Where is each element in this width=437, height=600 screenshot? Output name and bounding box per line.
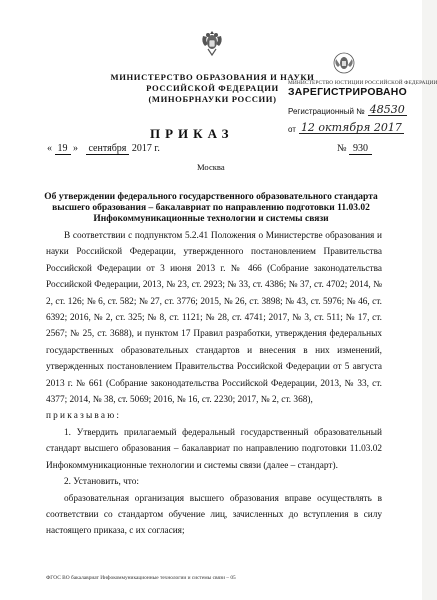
number-label: № [337, 143, 347, 154]
page-footer: ФГОС ВО бакалавриат Инфокоммуникационные технологии и системы связи – 05 [46, 575, 236, 581]
clause-2-text: образовательная организация высшего образования вправе осуществлять в соответствии со стандартом обучение лиц, зачисленных до вступления в силу настоящего приказа, с их согласия; [46, 493, 382, 537]
stamp-reg-number-line [288, 104, 418, 116]
stamp-registered-label: ЗАРЕГИСТРИРОВАНО [288, 87, 407, 98]
order-verb: приказываю: [46, 411, 122, 422]
date-quote-open: « [47, 143, 52, 154]
stamp-emblem [333, 50, 355, 76]
date-day: 19 [55, 143, 71, 155]
stamp-from-label: от [288, 125, 296, 134]
number-value: 930 [349, 143, 372, 155]
stamp-date: 12 октября 2017 [300, 121, 402, 134]
stamp-date-line [288, 122, 418, 134]
date-quote-close: » [73, 143, 78, 154]
coat-of-arms-emblem [199, 28, 225, 58]
ministry-name-line2: РОССИЙСКОЙ ФЕДЕРАЦИИ [146, 83, 279, 93]
date-month: сентября [86, 143, 130, 155]
stamp-reg-label: Регистрационный № [288, 107, 365, 116]
stamp-ministry-name: МИНИСТЕРСТВО ЮСТИЦИИ РОССИЙСКОЙ ФЕДЕРАЦИИ [288, 80, 437, 86]
city: Москва [197, 162, 225, 172]
registration-stamp [288, 80, 437, 134]
stamp-reg-number: 48530 [369, 103, 405, 116]
date-year: 2017 г. [131, 143, 160, 154]
order-number [337, 143, 372, 154]
order-body [46, 228, 382, 540]
clause-2: 2. Установить, что: [64, 477, 139, 488]
order-date [47, 143, 377, 154]
clause-1: 1. Утвердить прилагаемый федеральный государственный образовательный стандарт высшего образования – бакалавриат по направлению подготовки 11.03.02 Инфокоммуникационные технологии и системы связи (далее – стандарт). [46, 427, 382, 471]
ministry-short-name: (МИНОБРНАУКИ РОССИИ) [148, 94, 277, 104]
preamble-paragraph: В соответствии с подпунктом 5.2.41 Положения о Министерстве образования и науки Российской Федерации, утвержденного постановлением Правительства Российской Федерации от 3 июня 2013 г. № 466 (Собрание законодательства Российской Федерации, 2013, № 23, ст. 2923; № 33, ст. 4386; № 37, ст. 4702; 2014, № 2, ст. 126; № 6, ст. 582; № 27, ст. 3776; 2015, № 26, ст. 3898; № 43, ст. 5976; № 46, ст. 6392; 2016, № 2, ст. 325; № 8, ст. 1121; № 28, ст. 4741; 2017, № 3, ст. 511; № 17, ст. 2567; № 25, ст. 3688), и пунктом 17 Правил разработки, утверждения федеральных государственных образовательных стандартов и внесения в них изменений, утвержденных постановлением Правительства Российской Федерации от 5 августа 2013 г. № 661 (Собрание законодательства Российской Федерации, 2013, № 33, ст. 4377; 2014, № 38, ст. 5069; 2016, № 16, ст. 2230; 2017, № 2, ст. 368), [46, 231, 382, 406]
ministry-name-line1: МИНИСТЕРСТВО ОБРАЗОВАНИЯ И НАУКИ [110, 72, 315, 82]
document-type: ПРИКАЗ [150, 126, 234, 141]
order-title: Об утверждении федерального государственного образовательного стандарта высшего образования – бакалавриат по направлению подготовки 11.03.02 Инфокоммуникационные технологии и системы связи [44, 192, 378, 224]
